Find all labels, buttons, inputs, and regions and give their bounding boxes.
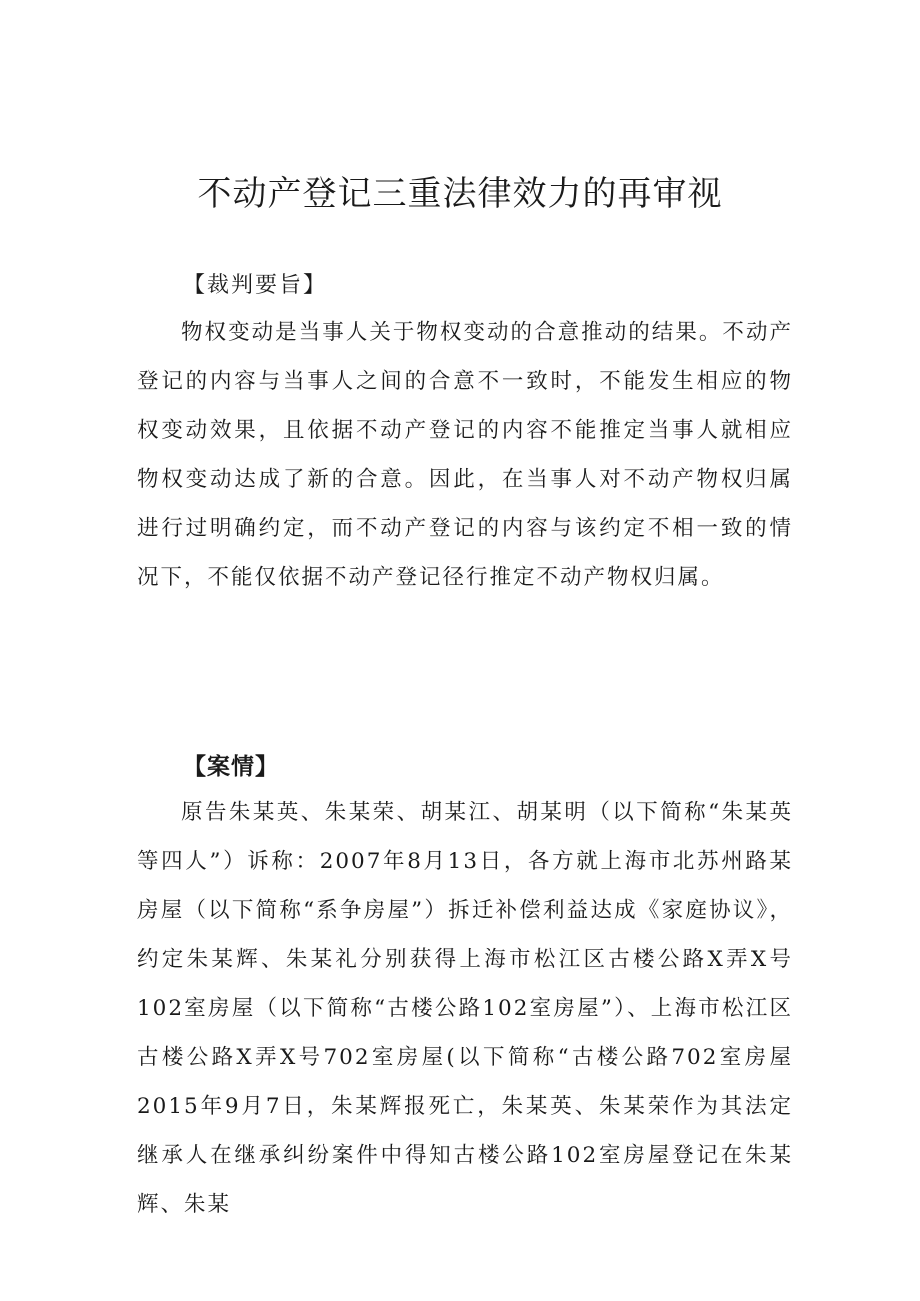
section-heading-case-facts: 【案情】 (183, 753, 279, 780)
document-title: 不动产登记三重法律效力的再审视 (197, 174, 723, 214)
section-heading-ruling-summary: 【裁判要旨】 (183, 273, 328, 298)
section-body-case-facts: 原告朱某英、朱某荣、胡某江、胡某明（以下简称“朱某英等四人”）诉称：2007年8月13日，各方就上海市北苏州路某房屋（以下简称“系争房屋”）拆迁补偿利益达成《家庭协议》，约定朱某辉、朱某礼分别获得上海市松江区古楼公路X弄X号102室房屋（以下简称“古楼公路102室房屋”）、上海市松江区古楼公路X弄X号702室房屋(以下简称“古楼公路702室房屋2015年9月7日，朱某辉报死亡，朱某英、朱某荣作为其法定继承人在继承纠纷案件中得知古楼公路102室房屋登记在朱某辉、朱某 (137, 800, 793, 1217)
section-body-ruling-summary: 物权变动是当事人关于物权变动的合意推动的结果。不动产登记的内容与当事人之间的合意不一致时，不能发生相应的物权变动效果，且依据不动产登记的内容不能推定当事人就相应物权变动达成了新的合意。因此，在当事人对不动产物权归属进行过明确约定，而不动产登记的内容与该约定不相一致的情况下，不能仅依据不动产登记径行推定不动产物权归属。 (137, 320, 793, 590)
